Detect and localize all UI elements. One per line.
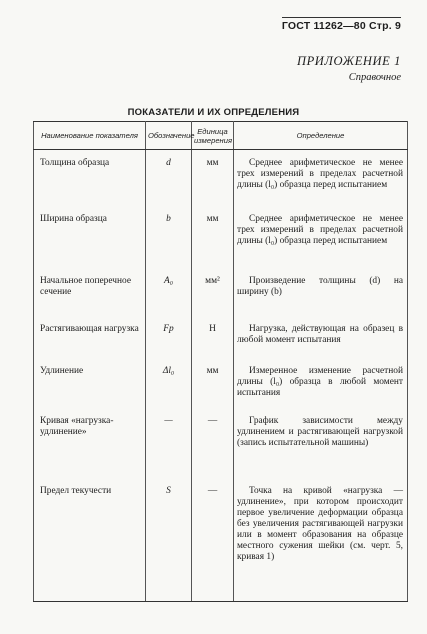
row-symbol: A₀ xyxy=(146,268,192,316)
standard-page-header: ГОСТ 11262—80 Стр. 9 xyxy=(282,17,401,32)
definitions-table xyxy=(33,121,408,602)
row-name: Толщина образца xyxy=(34,150,146,206)
row-symbol: Δl₀ xyxy=(146,358,192,408)
row-definition: Среднее арифметическое не менее трех измерений в пределах расчетной длины (l₀) образца перед испытанием xyxy=(234,206,408,268)
row-unit: — xyxy=(192,408,234,478)
table-row xyxy=(34,408,408,478)
table-row xyxy=(34,206,408,268)
row-definition: График зависимости между удлинением и растягивающей нагрузкой (запись испытательной машины) xyxy=(234,408,408,478)
row-unit: мм xyxy=(192,150,234,206)
row-definition: Произведение толщины (d) на ширину (b) xyxy=(234,268,408,316)
row-definition: Измеренное изменение расчетной длины (l₀) образца в любой момент испытания xyxy=(234,358,408,408)
row-name: Начальное поперечное сечение xyxy=(34,268,146,316)
table-row xyxy=(34,150,408,206)
row-definition: Точка на кривой «нагрузка — удлинение», при котором происходит первое увеличение деформации образца без увеличения растягивающей нагрузки или в момент образования на образце местного сужения шейки (см. черт. 5, кривая 1) xyxy=(234,478,408,602)
table-row xyxy=(34,478,408,602)
row-name: Растягивающая нагрузка xyxy=(34,316,146,358)
appendix-subtitle: Справочное xyxy=(348,72,401,83)
appendix-title: ПРИЛОЖЕНИЕ 1 xyxy=(296,54,401,68)
row-name: Кривая «нагрузка-удлинение» xyxy=(34,408,146,478)
row-symbol: b xyxy=(146,206,192,268)
row-name: Предел текучести xyxy=(34,478,146,602)
row-name: Ширина образца xyxy=(34,206,146,268)
header-symbol: Обозначение xyxy=(146,122,192,150)
table-row xyxy=(34,358,408,408)
row-unit: — xyxy=(192,478,234,602)
row-unit: мм xyxy=(192,206,234,268)
header-definition: Определение xyxy=(234,122,408,150)
row-name: Удлинение xyxy=(34,358,146,408)
header-unit: Единица измерения xyxy=(192,122,234,150)
header-name: Наименование показателя xyxy=(34,122,146,150)
row-definition: Нагрузка, действующая на образец в любой момент испытания xyxy=(234,316,408,358)
table-row xyxy=(34,268,408,316)
table-title: ПОКАЗАТЕЛИ И ИХ ОПРЕДЕЛЕНИЯ xyxy=(127,107,300,118)
row-unit: Н xyxy=(192,316,234,358)
row-symbol: Fp xyxy=(146,316,192,358)
row-unit: мм² xyxy=(192,268,234,316)
table-row xyxy=(34,316,408,358)
row-symbol: — xyxy=(146,408,192,478)
table-header-row xyxy=(34,122,408,150)
row-unit: мм xyxy=(192,358,234,408)
row-definition: Среднее арифметическое не менее трех измерений в пределах расчетной длины (l₀) образца перед испытанием xyxy=(234,150,408,206)
row-symbol: d xyxy=(146,150,192,206)
appendix-label xyxy=(297,54,401,83)
row-symbol: S xyxy=(146,478,192,602)
